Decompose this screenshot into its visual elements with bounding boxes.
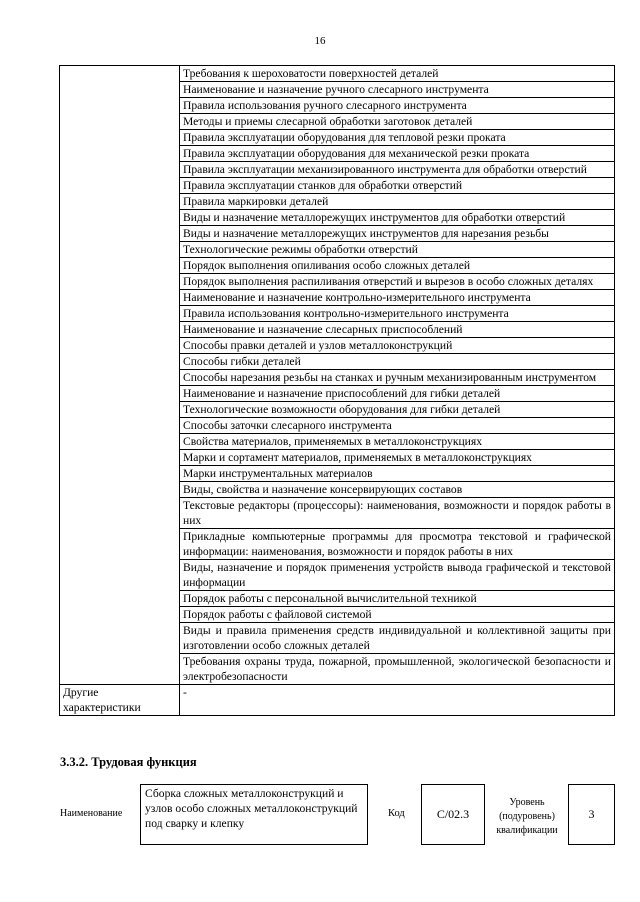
code-label: Код: [388, 808, 405, 819]
knowledge-item: Технологические режимы обработки отверстий: [180, 242, 615, 258]
table-row: [60, 66, 615, 82]
knowledge-table: [59, 65, 615, 716]
knowledge-item: Прикладные компьютерные программы для просмотра текстовой и графической информации: наименования, возможности и порядок работы в них: [180, 529, 615, 560]
knowledge-item: Виды, свойства и назначение консервирующих составов: [180, 482, 615, 498]
knowledge-item: Требования охраны труда, пожарной, промышленной, экологической безопасности и электробезопасности: [180, 654, 615, 685]
knowledge-item: Марки и сортамент материалов, применяемых в металлоконструкциях: [180, 450, 615, 466]
knowledge-item: Правила использования контрольно-измерительного инструмента: [180, 306, 615, 322]
other-characteristics-row: [60, 685, 615, 716]
knowledge-item: Порядок выполнения опиливания особо сложных деталей: [180, 258, 615, 274]
code-box: [421, 784, 485, 845]
knowledge-item: Способы гибки деталей: [180, 354, 615, 370]
knowledge-item: Требования к шероховатости поверхностей деталей: [180, 66, 615, 82]
empty-label-cell: [60, 66, 180, 685]
knowledge-item: Виды и правила применения средств индивидуальной и коллективной защиты при изготовлении особо сложных деталей: [180, 623, 615, 654]
knowledge-item: Способы нарезания резьбы на станках и ручным механизированным инструментом: [180, 370, 615, 386]
knowledge-item: Наименование и назначение слесарных приспособлений: [180, 322, 615, 338]
function-name-value: Сборка сложных металлоконструкций и узлов особо сложных металлоконструкций под сварку и клепку: [145, 787, 358, 830]
knowledge-item: Порядок работы с файловой системой: [180, 607, 615, 623]
knowledge-item: Правила использования ручного слесарного инструмента: [180, 98, 615, 114]
knowledge-item: Виды и назначение металлорежущих инструментов для нарезания резьбы: [180, 226, 615, 242]
knowledge-item: Наименование и назначение ручного слесарного инструмента: [180, 82, 615, 98]
qualification-level-value: 3: [588, 807, 595, 821]
qualification-level-box: [568, 784, 615, 845]
knowledge-item: Виды и назначение металлорежущих инструментов для обработки отверстий: [180, 210, 615, 226]
knowledge-item: Правила эксплуатации оборудования для механической резки проката: [180, 146, 615, 162]
knowledge-item: Наименование и назначение контрольно-измерительного инструмента: [180, 290, 615, 306]
knowledge-item: Виды, назначение и порядок применения устройств вывода графической и текстовой информации: [180, 560, 615, 591]
knowledge-item: Наименование и назначение приспособлений для гибки деталей: [180, 386, 615, 402]
knowledge-item: Способы заточки слесарного инструмента: [180, 418, 615, 434]
knowledge-item: Правила эксплуатации механизированного инструмента для обработки отверстий: [180, 162, 615, 178]
other-characteristics-value: -: [180, 685, 615, 716]
function-name-box: [140, 784, 368, 845]
section-title: 3.3.2. Трудовая функция: [60, 755, 197, 769]
knowledge-item: Правила эксплуатации оборудования для тепловой резки проката: [180, 130, 615, 146]
knowledge-item: Правила эксплуатации станков для обработки отверстий: [180, 178, 615, 194]
qualification-level-label: Уровень (подуровень) квалификации: [496, 797, 558, 836]
knowledge-item: Марки инструментальных материалов: [180, 466, 615, 482]
knowledge-item: Методы и приемы слесарной обработки заготовок деталей: [180, 114, 615, 130]
knowledge-item: Порядок выполнения распиливания отверстий и вырезов в особо сложных деталях: [180, 274, 615, 290]
page-number: 16: [314, 35, 326, 47]
other-characteristics-label: Другие характеристики: [60, 685, 180, 716]
knowledge-item: Технологические возможности оборудования для гибки деталей: [180, 402, 615, 418]
knowledge-item: Текстовые редакторы (процессоры): наименования, возможности и порядок работы в них: [180, 498, 615, 529]
function-name-label: Наименование: [60, 808, 123, 819]
knowledge-item: Свойства материалов, применяемых в металлоконструкциях: [180, 434, 615, 450]
knowledge-item: Способы правки деталей и узлов металлоконструкций: [180, 338, 615, 354]
code-value: С/02.3: [436, 807, 470, 821]
knowledge-item: Правила маркировки деталей: [180, 194, 615, 210]
knowledge-item: Порядок работы с персональной вычислительной техникой: [180, 591, 615, 607]
